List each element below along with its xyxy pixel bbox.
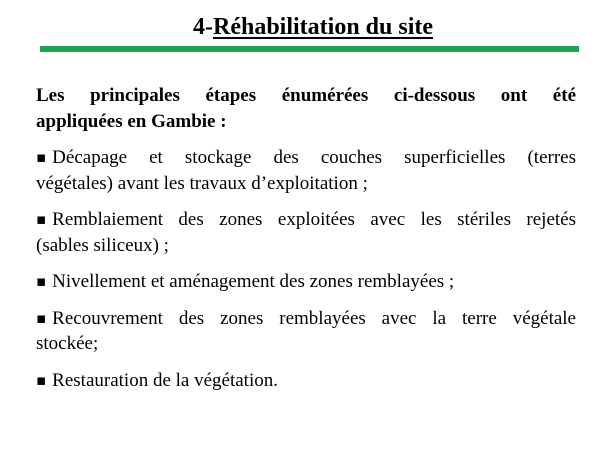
bullet-text: Remblaiement des zones exploitées avec les stériles rejetés: [52, 209, 576, 230]
square-bullet-icon: ▪: [36, 148, 47, 166]
square-bullet-icon: ▪: [36, 370, 47, 389]
green-divider-line: [40, 46, 579, 52]
bullet-text: Restauration de la végétation.: [52, 369, 278, 391]
bullet-text-continued: végétales) avant les travaux d’exploitation ;: [36, 172, 368, 194]
bullet-line: [36, 145, 576, 171]
bullet-line: [36, 306, 576, 332]
square-bullet-icon: ▪: [36, 308, 47, 327]
intro-line-2: appliquées en Gambie :: [36, 110, 227, 132]
bullet-item-remblaiement: [36, 207, 576, 258]
square-bullet-icon: ▪: [36, 210, 47, 228]
bullet-line: [36, 207, 576, 233]
bullet-item-nivellement: [36, 269, 576, 295]
slide-header: [0, 13, 600, 42]
bullet-line: [36, 368, 576, 394]
bullet-text-continued: (sables siliceux) ;: [36, 234, 169, 256]
bullet-text: Recouvrement des zones remblayées avec la terre végétale: [52, 307, 576, 329]
bullet-text: Nivellement et aménagement des zones remblayées ;: [52, 271, 455, 292]
bullet-item-recouvrement: [36, 306, 576, 357]
bullet-item-decapage: [36, 145, 576, 196]
bullet-text: Décapage et stockage des couches superficielles (terres: [52, 147, 576, 168]
square-bullet-icon: ▪: [36, 272, 47, 290]
title-underlined-text: Réhabilitation du site: [212, 14, 434, 40]
bullet-line: [36, 269, 576, 295]
page-title: [26, 13, 600, 42]
intro-paragraph: [36, 83, 576, 134]
bullet-text-continued: stockée;: [36, 333, 99, 354]
title-number-prefix: 4-: [192, 14, 213, 40]
intro-line-1: Les principales étapes énumérées ci-dessous ont été: [36, 85, 576, 106]
slide-body: [36, 83, 576, 404]
bullet-item-restauration: [36, 368, 576, 394]
